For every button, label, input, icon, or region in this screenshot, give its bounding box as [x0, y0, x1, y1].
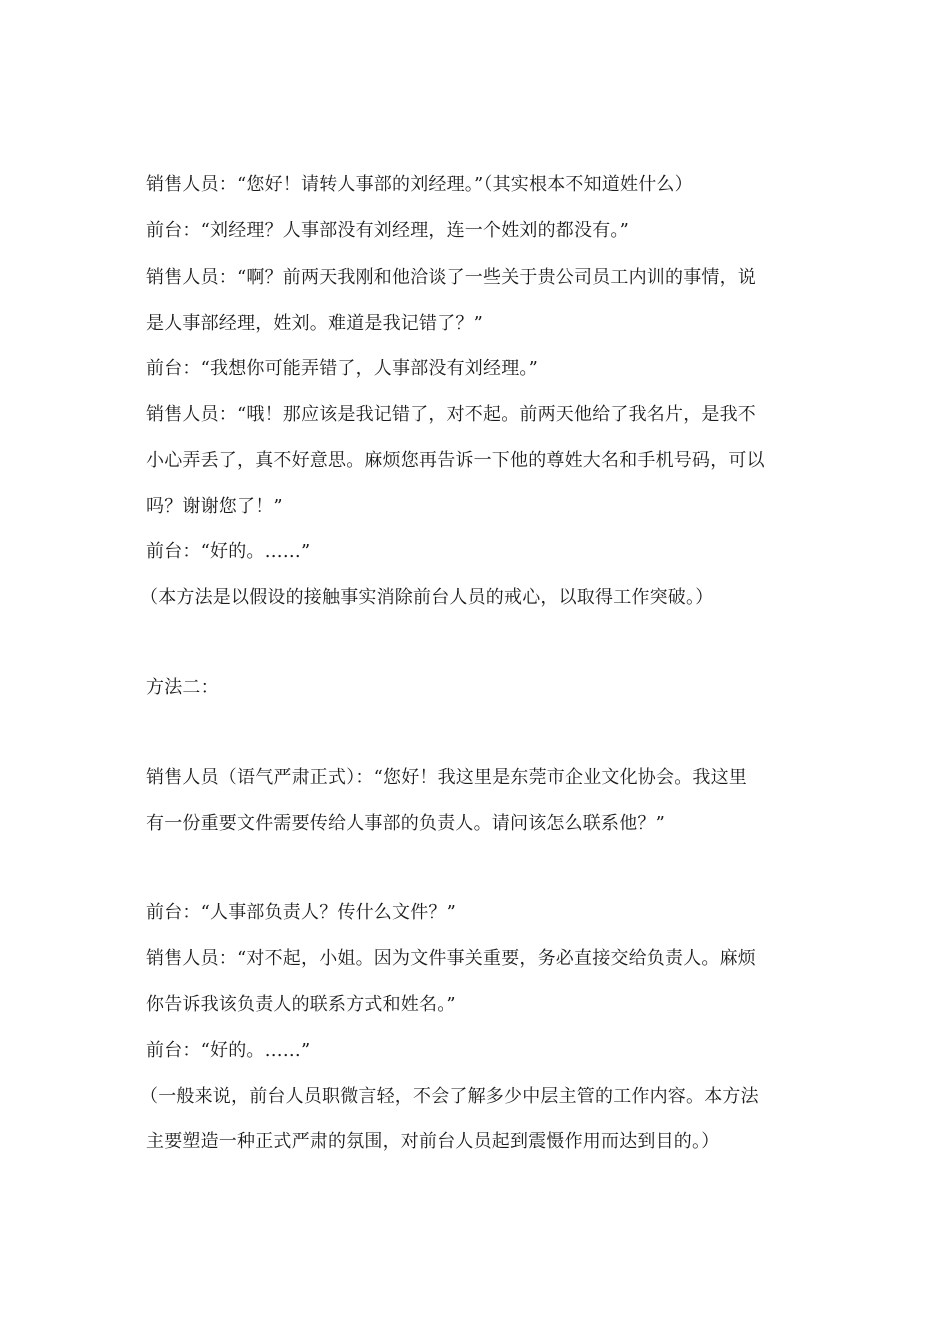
dialogue-line: 销售人员（语气严肃正式）：“您好！我这里是东莞市企业文化协会。我这里	[146, 767, 747, 788]
method-note: （一般来说，前台人员职微言轻，不会了解多少中层主管的工作内容。本方法	[140, 1086, 759, 1107]
dialogue-line: 销售人员：“您好！请转人事部的刘经理。”（其实根本不知道姓什么）	[146, 174, 693, 195]
dialogue-line: 前台：“人事部负责人？传什么文件？”	[146, 902, 457, 923]
dialogue-line: 销售人员：“哦！那应该是我记错了，对不起。前两天他给了我名片，是我不	[146, 404, 756, 425]
method-note: 主要塑造一种正式严肃的氛围，对前台人员起到震慑作用而达到目的。）	[146, 1131, 720, 1152]
dialogue-line: 销售人员：“对不起，小姐。因为文件事关重要，务必直接交给负责人。麻烦	[146, 948, 756, 969]
dialogue-line: 小心弄丢了，真不好意思。麻烦您再告诉一下他的尊姓大名和手机号码，可以	[146, 450, 765, 471]
dialogue-line: 有一份重要文件需要传给人事部的负责人。请问该怎么联系他？”	[146, 813, 665, 834]
dialogue-line: 销售人员：“啊？前两天我刚和他洽谈了一些关于贵公司员工内训的事情，说	[146, 267, 756, 288]
dialogue-line: 前台：“好的。……”	[146, 1040, 311, 1061]
dialogue-line: 吗？谢谢您了！”	[146, 496, 283, 517]
method-note: （本方法是以假设的接触事实消除前台人员的戒心，以取得工作突破。）	[140, 587, 714, 608]
dialogue-line: 前台：“我想你可能弄错了，人事部没有刘经理。”	[146, 358, 539, 379]
dialogue-line: 前台：“刘经理？人事部没有刘经理，连一个姓刘的都没有。”	[146, 220, 630, 241]
dialogue-line: 是人事部经理，姓刘。难道是我记错了？”	[146, 313, 484, 334]
section-heading: 方法二：	[146, 677, 219, 698]
dialogue-line: 你告诉我该负责人的联系方式和姓名。”	[146, 994, 456, 1015]
dialogue-line: 前台：“好的。……”	[146, 541, 311, 562]
